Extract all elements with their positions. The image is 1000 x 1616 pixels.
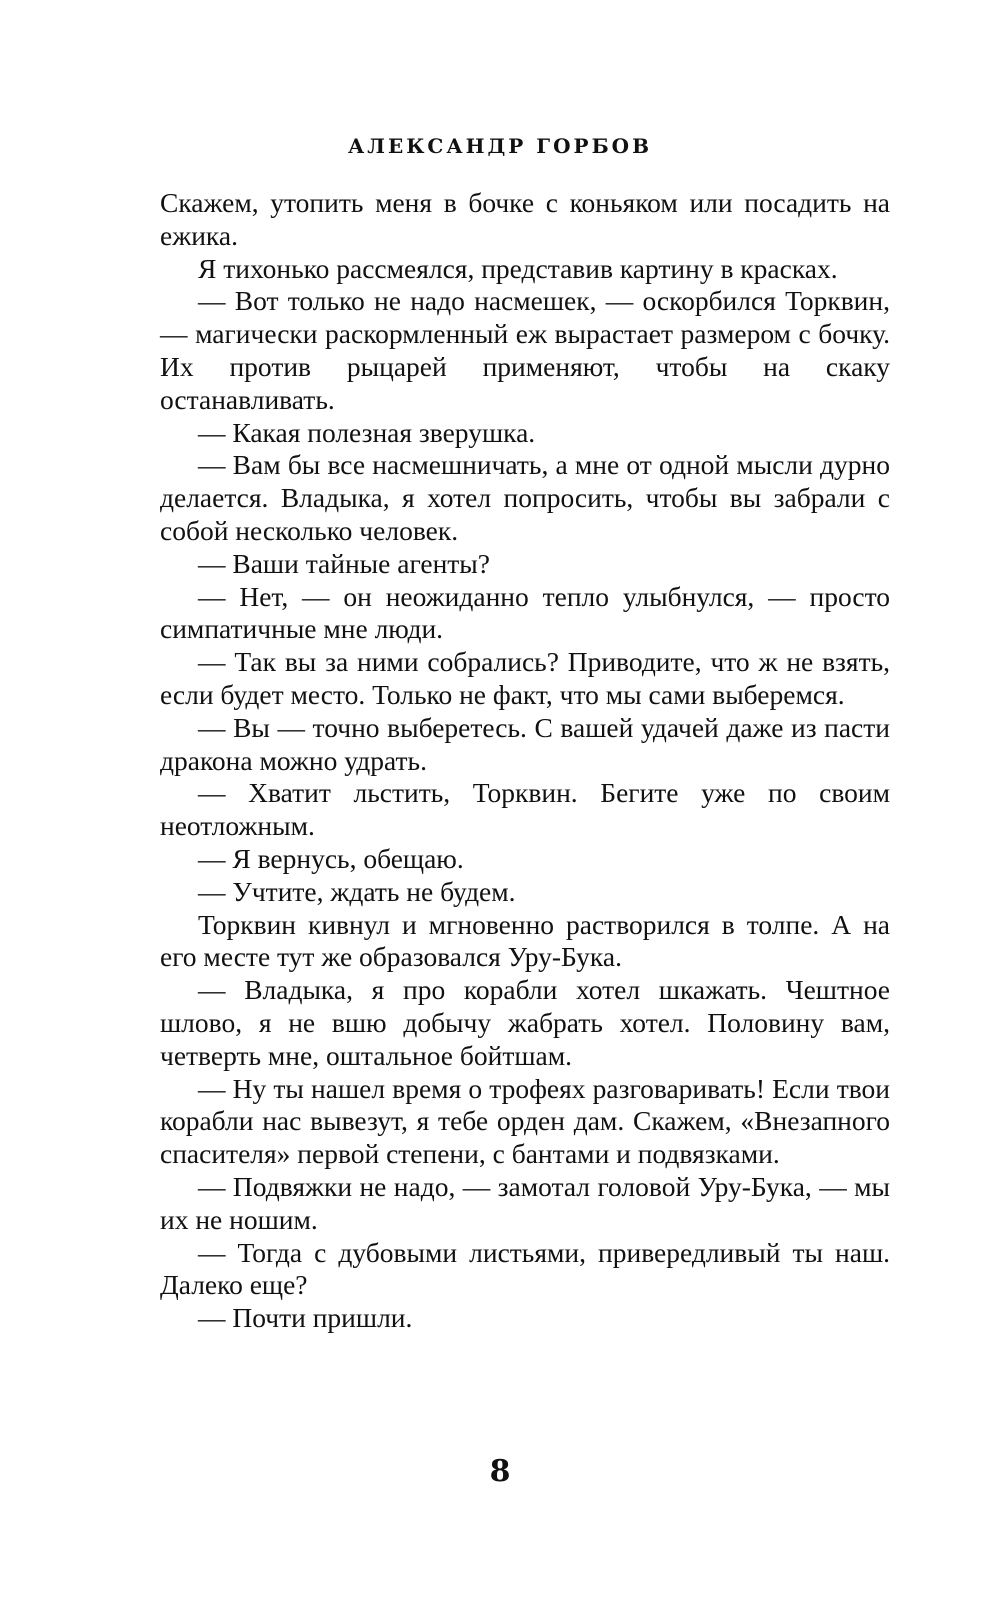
paragraph: — Вот только не надо насмешек, — оскорбился Торквин, — магически раскормленный еж вырастает размером с бочку. Их против рыцарей применяют, чтобы на скаку останавливать. (160, 285, 890, 415)
paragraph: — Владыка, я про корабли хотел шкажать. Чештное шлово, я не вшю добычу жабрать хотел. Половину вам, четверть мне, оштальное бойтшам. (160, 974, 890, 1071)
paragraph: — Почти пришли. (198, 1302, 413, 1334)
paragraph: — Тогда с дубовыми листьями, привередливый ты наш. Далеко еще? (160, 1236, 890, 1301)
paragraph: — Хватит льстить, Торквин. Бегите уже по своим неотложным. (160, 777, 890, 842)
page-number: 8 (489, 1454, 511, 1489)
paragraph: — Нет, — он неожиданно тепло улыбнулся, — просто симпатичные мне люди. (160, 580, 890, 645)
body-text (160, 187, 890, 1335)
paragraph: — Подвяжки не надо, — замотал головой Уру-Бука, — мы их не ношим. (160, 1170, 890, 1235)
paragraph: Торквин кивнул и мгновенно растворился в толпе. А на его месте тут же образовался Уру-Бука. (160, 908, 890, 973)
paragraph: — Вы — точно выберетесь. С вашей удачей даже из пасти дракона можно удрать. (160, 711, 890, 776)
paragraph: — Вам бы все насмешничать, а мне от одной мысли дурно делается. Владыка, я хотел попросить, чтобы вы забрали с собой несколько человек. (160, 449, 890, 546)
paragraph: Скажем, утопить меня в бочке с коньяком или посадить на ежика. (160, 187, 890, 251)
paragraph: — Ну ты нашел время о трофеях разговаривать! Если твои корабли нас вывезут, я тебе орден дам. Скажем, «Внезапного спасителя» первой степени, с бантами и подвязками. (160, 1072, 890, 1170)
running-header-author: АЛЕКСАНДР ГОРБОВ (348, 134, 652, 158)
paragraph: — Я вернусь, обещаю. (198, 842, 464, 874)
paragraph: — Какая полезная зверушка. (198, 416, 536, 448)
paragraph: — Ваши тайные агенты? (198, 547, 490, 579)
paragraph: Я тихонько рассмеялся, представив картину в красках. (198, 252, 838, 284)
paragraph: — Учтите, ждать не будем. (198, 875, 516, 907)
paragraph: — Так вы за ними собрались? Приводите, что ж не взять, если будет место. Только не факт, что мы сами выберемся. (160, 646, 890, 710)
